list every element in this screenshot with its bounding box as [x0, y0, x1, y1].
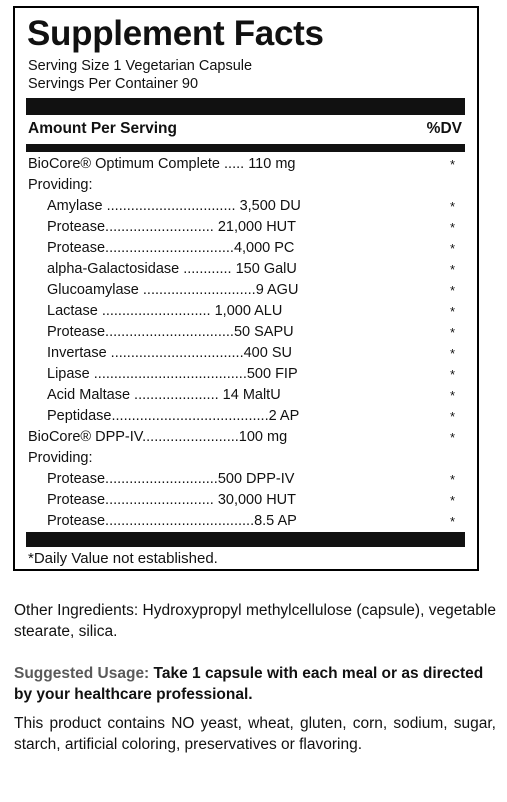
- ingredient-text: Providing:: [28, 450, 93, 466]
- dv-asterisk: *: [449, 493, 455, 508]
- dv-asterisk: *: [449, 472, 455, 487]
- ingredient-row: [28, 469, 465, 490]
- ingredient-row: [28, 448, 465, 469]
- ingredient-text: alpha-Galactosidase ............ 150 GalU: [47, 261, 297, 277]
- free-from-statement: This product contains NO yeast, wheat, gluten, corn, sodium, sugar, starch, artificial coloring, preservatives or flavoring.: [14, 715, 496, 753]
- dv-header: %DV: [426, 120, 462, 137]
- ingredient-text: Amylase ................................ 3,500 DU: [47, 198, 301, 214]
- dv-footnote: *Daily Value not established.: [28, 550, 218, 567]
- ingredient-row: [28, 259, 465, 280]
- dv-asterisk: *: [449, 388, 455, 403]
- dv-asterisk: *: [449, 346, 455, 361]
- dv-asterisk: *: [449, 199, 455, 214]
- ingredient-text: Providing:: [28, 177, 93, 193]
- dv-asterisk: *: [449, 220, 455, 235]
- bottom-divider: [26, 532, 465, 547]
- ingredient-text: Protease.....................................8.5 AP: [47, 513, 297, 529]
- suggested-usage-label: Suggested Usage:: [14, 665, 150, 682]
- ingredient-text: Lipase ......................................500 FIP: [47, 366, 298, 382]
- ingredient-row: [28, 343, 465, 364]
- dv-asterisk: *: [449, 325, 455, 340]
- ingredient-text: Peptidase.......................................2 AP: [47, 408, 300, 424]
- ingredient-text: BioCore® Optimum Complete ..... 110 mg: [28, 156, 296, 172]
- ingredient-text: Protease............................500 DPP-IV: [47, 471, 295, 487]
- supplement-facts-panel: [13, 6, 479, 571]
- ingredient-row: [28, 175, 465, 196]
- suggested-usage: [14, 663, 496, 705]
- ingredient-row: [28, 196, 465, 217]
- ingredient-row: [28, 364, 465, 385]
- ingredient-row: [28, 511, 465, 532]
- ingredient-text: BioCore® DPP-IV........................100 mg: [28, 429, 288, 445]
- ingredient-row: [28, 154, 465, 175]
- thick-divider: [26, 98, 465, 115]
- dv-asterisk: *: [449, 283, 455, 298]
- medium-divider: [26, 144, 465, 152]
- ingredient-row: [28, 322, 465, 343]
- dv-asterisk: *: [449, 304, 455, 319]
- ingredient-row: [28, 406, 465, 427]
- dv-asterisk: *: [449, 409, 455, 424]
- suggested-usage-text: Take 1 capsule with each meal or as directed by your healthcare professional.: [14, 665, 484, 703]
- ingredient-row: [28, 427, 465, 448]
- ingredient-text: Lactase ........................... 1,000 ALU: [47, 303, 283, 319]
- ingredient-text: Invertase .................................400 SU: [47, 345, 292, 361]
- ingredient-text: Protease................................50 SAPU: [47, 324, 294, 340]
- ingredient-row: [28, 301, 465, 322]
- dv-asterisk: *: [449, 157, 455, 172]
- ingredient-text: Acid Maltase ..................... 14 MaltU: [47, 387, 281, 403]
- amount-per-serving-header: Amount Per Serving: [28, 120, 177, 137]
- ingredient-row: [28, 217, 465, 238]
- dv-asterisk: *: [449, 514, 455, 529]
- ingredient-row: [28, 490, 465, 511]
- ingredient-text: Protease................................4,000 PC: [47, 240, 295, 256]
- amount-header-row: [28, 118, 462, 140]
- ingredient-text: Protease........................... 21,000 HUT: [47, 219, 297, 235]
- ingredient-text: Protease........................... 30,000 HUT: [47, 492, 297, 508]
- ingredient-row: [28, 280, 465, 301]
- ingredient-row: [28, 385, 465, 406]
- servings-per-container: Servings Per Container 90: [28, 76, 199, 92]
- ingredient-row: [28, 238, 465, 259]
- dv-asterisk: *: [449, 262, 455, 277]
- panel-title: Supplement Facts: [27, 14, 324, 53]
- dv-asterisk: *: [449, 430, 455, 445]
- ingredient-list: [28, 154, 465, 532]
- other-ingredients: Other Ingredients: Hydroxypropyl methylcellulose (capsule), vegetable stearate, silica.: [14, 602, 496, 640]
- serving-size: Serving Size 1 Vegetarian Capsule: [28, 58, 253, 74]
- dv-asterisk: *: [449, 241, 455, 256]
- dv-asterisk: *: [449, 367, 455, 382]
- ingredient-text: Glucoamylase ............................9 AGU: [47, 282, 299, 298]
